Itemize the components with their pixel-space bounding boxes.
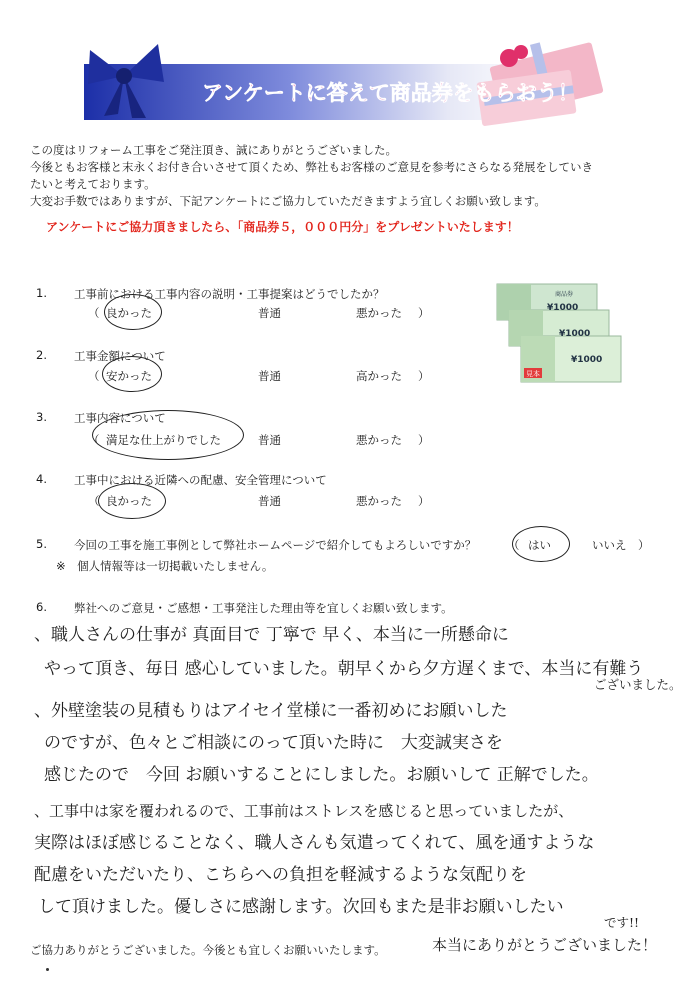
question-text: 工事金額について (74, 349, 166, 363)
answer-circle (102, 356, 162, 392)
question-number: 4. (36, 472, 47, 486)
option-good[interactable]: 良かった (106, 306, 152, 320)
option-yes[interactable]: はい (528, 538, 551, 552)
option-bad[interactable]: 悪かった (356, 306, 402, 320)
question-text: 工事中における近隣への配慮、安全管理について (74, 473, 327, 487)
comment-line: 実際はほぼ感じることなく、職人さんも気遣ってくれて、風を通すような (34, 833, 595, 853)
comment-line: 、工事中は家を覆われるので、工事前はストレスを感じると思っていましたが、 (34, 802, 574, 820)
question-number: 5. (36, 537, 47, 551)
header-banner (84, 36, 604, 131)
option-normal[interactable]: 普通 (258, 494, 281, 508)
closing-text: ご協力ありがとうございました。今後とも宜しくお願いいたします。 (30, 943, 386, 957)
option-normal[interactable]: 普通 (258, 369, 281, 383)
gift-voucher-image (495, 282, 630, 394)
question-number: 3. (36, 410, 47, 424)
question-text: 弊社へのご意見・ご感想・工事発注した理由等を宜しくお願い致します。 (74, 601, 453, 615)
voucher-amount: ¥1000 (559, 329, 591, 339)
intro-line: 今後ともお客様と末永くお付き合いさせて頂くため、弊社もお客様のご意見を参考にさらなる発展をしていき (30, 160, 594, 174)
question-text: 工事内容について (74, 411, 166, 425)
option-satisfied[interactable]: 満足な仕上がりでした (106, 433, 221, 447)
comment-line: やって頂き、毎日 感心していました。朝早くから夕方遅くまで、本当に有難う (44, 659, 644, 679)
option-normal[interactable]: 普通 (258, 306, 281, 320)
option-bad[interactable]: 悪かった (356, 433, 402, 447)
intro-line: たいと考えております。 (30, 177, 156, 191)
intro-text (30, 142, 680, 210)
comment-line: 、職人さんの仕事が 真面目で 丁寧で 早く、本当に一所懸命に (34, 625, 509, 645)
comment-line: 本当にありがとうございました！ (432, 936, 658, 954)
stray-dot (46, 968, 49, 971)
option-cheap[interactable]: 安かった (106, 369, 152, 383)
answer-circle (92, 410, 244, 460)
option-no[interactable]: いいえ (592, 538, 627, 552)
privacy-note: ※ 個人情報等は一切掲載いたしません。 (56, 559, 274, 573)
option-good[interactable]: 良かった (106, 494, 152, 508)
intro-line: この度はリフォーム工事をご発注頂き、誠にありがとうございました。 (30, 143, 397, 157)
banner-title: アンケートに答えて商品券をもらおう！ (202, 81, 579, 105)
promo-text: アンケートにご協力頂きましたら、「商品券５，０００円分」をプレゼントいたします！ (46, 220, 519, 234)
option-bad[interactable]: 悪かった (356, 494, 402, 508)
question-number: 2. (36, 348, 47, 362)
comment-line: のですが、色々とご相談にのって頂いた時に 大変誠実さを (44, 733, 503, 753)
intro-line: 大変お手数ではありますが、下記アンケートにご協力していただきますよう宜しくお願い致します。 (30, 194, 546, 208)
question-number: 6. (36, 600, 47, 614)
question-number: 1. (36, 286, 47, 300)
question-text: 工事前における工事内容の説明・工事提案はどうでしたか？ (74, 287, 385, 301)
comment-line: ございました。 (594, 677, 682, 692)
comment-line: 、外壁塗装の見積もりはアイセイ堂様に一番初めにお願いした (34, 701, 508, 721)
answer-circle (512, 526, 570, 562)
voucher-amount: ¥1000 (547, 303, 579, 313)
option-expensive[interactable]: 高かった (356, 369, 402, 383)
question-text: 今回の工事を施工事例として弊社ホームページで紹介してもよろしいですか？ (74, 538, 477, 552)
comment-line: 配慮をいただいたり、こちらへの負担を軽減するような気配りを (34, 865, 527, 885)
comment-line: 感じたので 今回 お願いすることにしました。お願いして 正解でした。 (44, 765, 599, 785)
option-normal[interactable]: 普通 (258, 433, 281, 447)
voucher-amount: ¥1000 (571, 355, 603, 365)
comment-line: して頂けました。優しさに感謝します。次回もまた是非お願いしたい (38, 897, 564, 917)
answer-circle (98, 483, 166, 519)
answer-circle (104, 294, 162, 330)
comment-line: です!! (604, 915, 640, 930)
voucher-stamp: 見本 (526, 370, 540, 378)
voucher-label: 商品券 (555, 291, 574, 298)
